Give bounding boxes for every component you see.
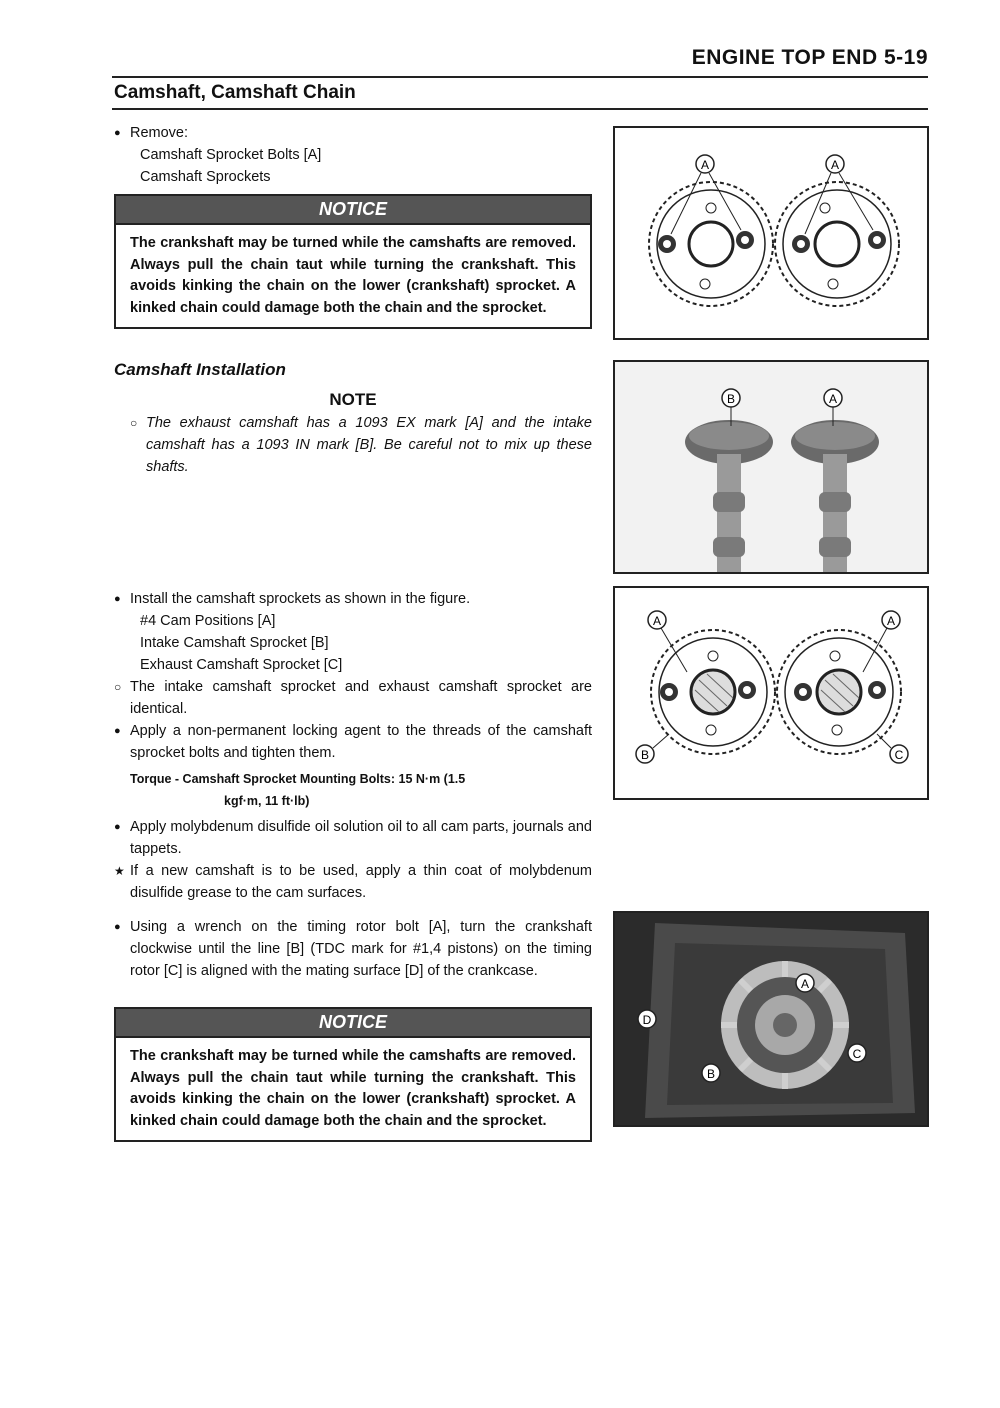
sprocket-bolts-illustration xyxy=(615,128,927,338)
notice-text-1: The crankshaft may be turned while the camshafts are removed. Always pull the chain taut while turning the crankshaft. This avoids kinking the chain on the lower (crankshaft) sprocket. A kinked chain could damage both the chain and the sprocket. xyxy=(130,235,576,316)
identical-note: ○ The intake camshaft sprocket and exhaust camshaft sprocket are identical. xyxy=(114,676,592,720)
timing-rotor-icon xyxy=(721,961,849,1089)
notice-box-2 xyxy=(114,1007,592,1142)
notice-heading-2: NOTICE xyxy=(116,1009,590,1038)
timing-bullet: ● Using a wrench on the timing rotor bolt [A], turn the crankshaft clockwise until the line [B] (TDC mark for #1,4 pistons) on the timing rotor [C] is aligned with the mating surface [D] of the crankcase. xyxy=(114,916,592,982)
fig1-label-a-right: A xyxy=(830,158,840,172)
remove-item-sprockets: Camshaft Sprockets xyxy=(140,169,271,185)
locking-agent-bullet: ● Apply a non-permanent locking agent to the threads of the camshaft sprocket bolts and tighten them. xyxy=(114,720,592,764)
install-item-intake-sprocket: Intake Camshaft Sprocket [B] xyxy=(140,635,329,651)
notice-heading-1: NOTICE xyxy=(116,196,590,225)
exhaust-sprocket-icon xyxy=(777,630,901,754)
new-camshaft-bullet: ★ If a new camshaft is to be used, apply a thin coat of molybdenum disulfide grease to the cam surfaces. xyxy=(114,860,592,904)
notice-text-2: The crankshaft may be turned while the camshafts are removed. Always pull the chain taut while turning the crankshaft. This avoids kinking the chain on the lower (crankshaft) sprocket. A kinked chain could damage both the chain and the sprocket. xyxy=(130,1048,576,1129)
install-block xyxy=(114,588,592,904)
intake-sprocket-icon xyxy=(651,630,775,754)
left-sprocket-icon xyxy=(649,182,773,306)
figure-timing-rotor xyxy=(613,911,929,1127)
timing-rotor-photo xyxy=(615,913,927,1125)
fig3-label-a-right: A xyxy=(886,614,896,628)
header-rule xyxy=(112,76,928,78)
remove-item-bolts: Camshaft Sprocket Bolts [A] xyxy=(140,147,322,163)
fig3-label-c: C xyxy=(894,748,904,762)
remove-bullet: ● Remove: xyxy=(114,122,592,144)
fig4-label-c: C xyxy=(852,1047,862,1061)
figure-sprocket-positions xyxy=(613,586,929,800)
right-sprocket-icon xyxy=(775,182,899,306)
notice-box-1 xyxy=(114,194,592,329)
fig2-label-b: B xyxy=(726,392,736,406)
remove-block xyxy=(114,122,592,188)
torque-spec xyxy=(114,768,592,812)
sprocket-positions-illustration xyxy=(615,588,927,798)
section-rule xyxy=(112,108,928,110)
fig2-label-a: A xyxy=(828,392,838,406)
installation-heading: Camshaft Installation xyxy=(114,360,286,379)
install-bullet: ● Install the camshaft sprockets as shown in the figure. xyxy=(114,588,592,610)
figure-sprocket-bolts xyxy=(613,126,929,340)
figure-camshaft-marks xyxy=(613,360,929,574)
fig4-label-a: A xyxy=(800,977,810,991)
note-text: ○ The exhaust camshaft has a 1093 EX mark [A] and the intake camshaft has a 1093 IN mark [B]. Be careful not to mix up these shafts. xyxy=(130,412,592,478)
page-reference: ENGINE TOP END 5-19 xyxy=(691,46,928,69)
note-label: NOTE xyxy=(329,390,377,409)
fig4-label-b: B xyxy=(706,1067,716,1081)
section-title: Camshaft, Camshaft Chain xyxy=(114,82,356,103)
torque-line-2: kgf·m, 11 ft·lb) xyxy=(224,794,310,808)
install-item-cam-positions: #4 Cam Positions [A] xyxy=(140,613,276,629)
fig3-label-a-left: A xyxy=(652,614,662,628)
fig1-label-a-left: A xyxy=(700,158,710,172)
fig4-label-d: D xyxy=(642,1013,652,1027)
install-item-exhaust-sprocket: Exhaust Camshaft Sprocket [C] xyxy=(140,657,343,673)
torque-line-1: Torque - Camshaft Sprocket Mounting Bolts: 15 N·m (1.5 xyxy=(130,772,466,786)
timing-block xyxy=(114,916,592,982)
molybdenum-oil-bullet: ● Apply molybdenum disulfide oil solution oil to all cam parts, journals and tappets. xyxy=(114,816,592,860)
camshaft-marks-photo xyxy=(615,362,927,572)
note-block xyxy=(130,412,592,478)
fig3-label-b: B xyxy=(640,748,650,762)
